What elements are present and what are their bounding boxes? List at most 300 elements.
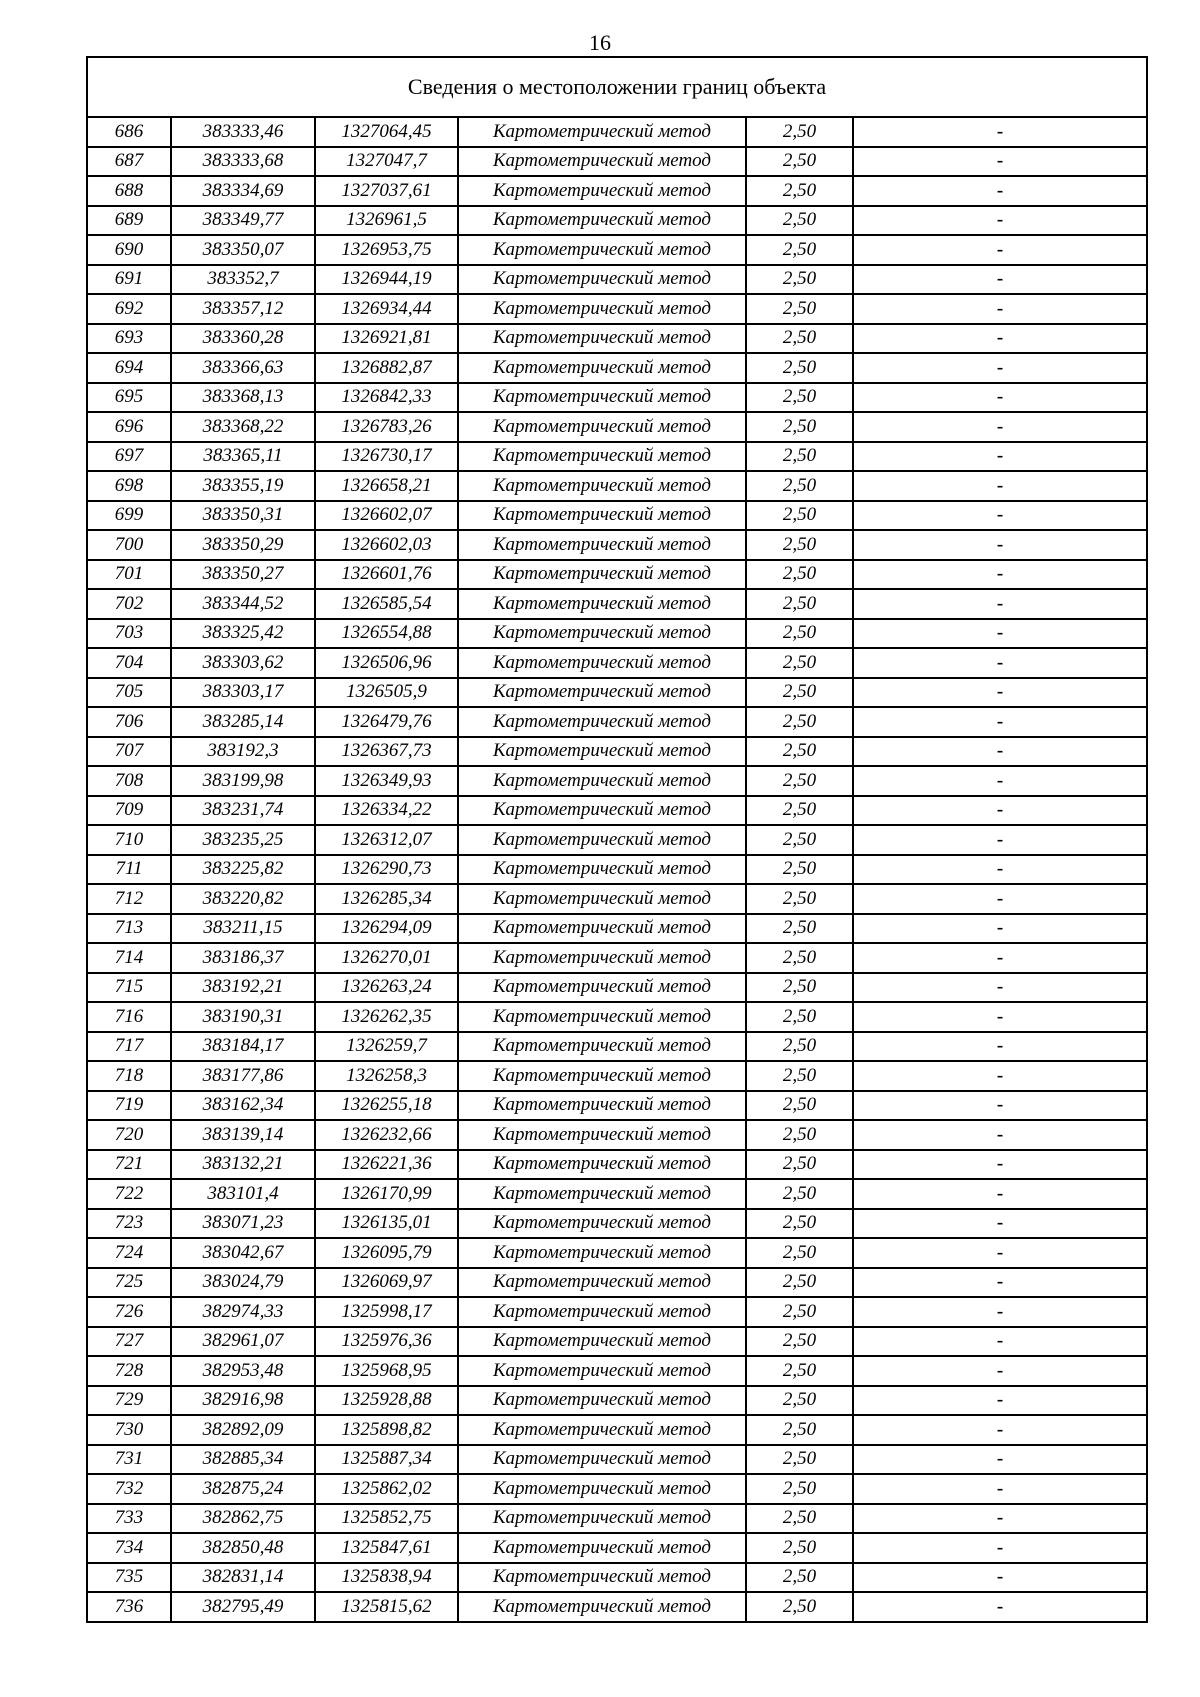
x-coordinate-cell: 383192,21 — [171, 973, 315, 1003]
table-row — [87, 825, 1147, 855]
table-row — [87, 1563, 1147, 1593]
note-cell: - — [853, 530, 1147, 560]
table-row — [87, 648, 1147, 678]
table-row — [87, 1504, 1147, 1534]
table-row — [87, 707, 1147, 737]
note-cell: - — [853, 1061, 1147, 1091]
x-coordinate-cell: 383285,14 — [171, 707, 315, 737]
method-cell: Картометрический метод — [458, 943, 746, 973]
accuracy-cell: 2,50 — [746, 294, 853, 324]
accuracy-cell: 2,50 — [746, 1504, 853, 1534]
y-coordinate-cell: 1326602,03 — [315, 530, 458, 560]
accuracy-cell: 2,50 — [746, 1179, 853, 1209]
method-cell: Картометрический метод — [458, 1533, 746, 1563]
note-cell: - — [853, 707, 1147, 737]
point-number-cell: 689 — [87, 206, 171, 236]
x-coordinate-cell: 383303,17 — [171, 678, 315, 708]
y-coordinate-cell: 1326285,34 — [315, 884, 458, 914]
table-row — [87, 206, 1147, 236]
note-cell: - — [853, 353, 1147, 383]
accuracy-cell: 2,50 — [746, 1091, 853, 1121]
note-cell: - — [853, 1327, 1147, 1357]
y-coordinate-cell: 1326069,97 — [315, 1268, 458, 1298]
table-row — [87, 1533, 1147, 1563]
note-cell: - — [853, 1415, 1147, 1445]
point-number-cell: 713 — [87, 914, 171, 944]
accuracy-cell: 2,50 — [746, 1327, 853, 1357]
note-cell: - — [853, 1297, 1147, 1327]
method-cell: Картометрический метод — [458, 678, 746, 708]
table-row — [87, 501, 1147, 531]
y-coordinate-cell: 1326135,01 — [315, 1209, 458, 1239]
y-coordinate-cell: 1325852,75 — [315, 1504, 458, 1534]
method-cell: Картометрический метод — [458, 707, 746, 737]
method-cell: Картометрический метод — [458, 1563, 746, 1593]
method-cell: Картометрический метод — [458, 825, 746, 855]
x-coordinate-cell: 382885,34 — [171, 1445, 315, 1475]
method-cell: Картометрический метод — [458, 1268, 746, 1298]
x-coordinate-cell: 383177,86 — [171, 1061, 315, 1091]
point-number-cell: 736 — [87, 1592, 171, 1622]
table-row — [87, 1268, 1147, 1298]
y-coordinate-cell: 1326263,24 — [315, 973, 458, 1003]
y-coordinate-cell: 1326602,07 — [315, 501, 458, 531]
x-coordinate-cell: 383101,4 — [171, 1179, 315, 1209]
point-number-cell: 691 — [87, 265, 171, 295]
table-row — [87, 324, 1147, 354]
x-coordinate-cell: 382795,49 — [171, 1592, 315, 1622]
accuracy-cell: 2,50 — [746, 412, 853, 442]
y-coordinate-cell: 1325838,94 — [315, 1563, 458, 1593]
table-row — [87, 1592, 1147, 1622]
point-number-cell: 735 — [87, 1563, 171, 1593]
y-coordinate-cell: 1326334,22 — [315, 796, 458, 826]
note-cell: - — [853, 471, 1147, 501]
table-row — [87, 678, 1147, 708]
x-coordinate-cell: 383231,74 — [171, 796, 315, 826]
table-row — [87, 412, 1147, 442]
accuracy-cell: 2,50 — [746, 1209, 853, 1239]
note-cell: - — [853, 766, 1147, 796]
x-coordinate-cell: 383334,69 — [171, 176, 315, 206]
method-cell: Картометрический метод — [458, 1356, 746, 1386]
y-coordinate-cell: 1326585,54 — [315, 589, 458, 619]
point-number-cell: 710 — [87, 825, 171, 855]
note-cell: - — [853, 1563, 1147, 1593]
point-number-cell: 709 — [87, 796, 171, 826]
point-number-cell: 715 — [87, 973, 171, 1003]
note-cell: - — [853, 501, 1147, 531]
note-cell: - — [853, 147, 1147, 177]
note-cell: - — [853, 589, 1147, 619]
note-cell: - — [853, 1386, 1147, 1416]
method-cell: Картометрический метод — [458, 442, 746, 472]
x-coordinate-cell: 382831,14 — [171, 1563, 315, 1593]
x-coordinate-cell: 383211,15 — [171, 914, 315, 944]
method-cell: Картометрический метод — [458, 737, 746, 767]
point-number-cell: 720 — [87, 1120, 171, 1150]
method-cell: Картометрический метод — [458, 1386, 746, 1416]
point-number-cell: 704 — [87, 648, 171, 678]
table-row — [87, 914, 1147, 944]
y-coordinate-cell: 1325976,36 — [315, 1327, 458, 1357]
x-coordinate-cell: 383368,22 — [171, 412, 315, 442]
method-cell: Картометрический метод — [458, 265, 746, 295]
table-row — [87, 176, 1147, 206]
method-cell: Картометрический метод — [458, 914, 746, 944]
accuracy-cell: 2,50 — [746, 501, 853, 531]
accuracy-cell: 2,50 — [746, 766, 853, 796]
note-cell: - — [853, 1356, 1147, 1386]
accuracy-cell: 2,50 — [746, 1386, 853, 1416]
x-coordinate-cell: 383225,82 — [171, 855, 315, 885]
y-coordinate-cell: 1326961,5 — [315, 206, 458, 236]
table-row — [87, 1061, 1147, 1091]
point-number-cell: 730 — [87, 1415, 171, 1445]
accuracy-cell: 2,50 — [746, 1238, 853, 1268]
y-coordinate-cell: 1326294,09 — [315, 914, 458, 944]
point-number-cell: 724 — [87, 1238, 171, 1268]
x-coordinate-cell: 383071,23 — [171, 1209, 315, 1239]
method-cell: Картометрический метод — [458, 884, 746, 914]
method-cell: Картометрический метод — [458, 1445, 746, 1475]
note-cell: - — [853, 206, 1147, 236]
note-cell: - — [853, 117, 1147, 147]
y-coordinate-cell: 1326221,36 — [315, 1150, 458, 1180]
accuracy-cell: 2,50 — [746, 1297, 853, 1327]
accuracy-cell: 2,50 — [746, 235, 853, 265]
method-cell: Картометрический метод — [458, 560, 746, 590]
x-coordinate-cell: 383186,37 — [171, 943, 315, 973]
table-row — [87, 589, 1147, 619]
note-cell: - — [853, 1091, 1147, 1121]
x-coordinate-cell: 383333,68 — [171, 147, 315, 177]
y-coordinate-cell: 1326934,44 — [315, 294, 458, 324]
table-row — [87, 1209, 1147, 1239]
accuracy-cell: 2,50 — [746, 176, 853, 206]
y-coordinate-cell: 1326506,96 — [315, 648, 458, 678]
table-row — [87, 530, 1147, 560]
note-cell: - — [853, 1592, 1147, 1622]
x-coordinate-cell: 383350,29 — [171, 530, 315, 560]
point-number-cell: 687 — [87, 147, 171, 177]
accuracy-cell: 2,50 — [746, 1533, 853, 1563]
x-coordinate-cell: 383352,7 — [171, 265, 315, 295]
point-number-cell: 732 — [87, 1474, 171, 1504]
point-number-cell: 705 — [87, 678, 171, 708]
method-cell: Картометрический метод — [458, 796, 746, 826]
point-number-cell: 693 — [87, 324, 171, 354]
point-number-cell: 718 — [87, 1061, 171, 1091]
x-coordinate-cell: 383220,82 — [171, 884, 315, 914]
x-coordinate-cell: 383365,11 — [171, 442, 315, 472]
y-coordinate-cell: 1326658,21 — [315, 471, 458, 501]
table-row — [87, 619, 1147, 649]
accuracy-cell: 2,50 — [746, 1150, 853, 1180]
table-row — [87, 884, 1147, 914]
method-cell: Картометрический метод — [458, 176, 746, 206]
point-number-cell: 723 — [87, 1209, 171, 1239]
x-coordinate-cell: 383235,25 — [171, 825, 315, 855]
method-cell: Картометрический метод — [458, 235, 746, 265]
accuracy-cell: 2,50 — [746, 1563, 853, 1593]
x-coordinate-cell: 383192,3 — [171, 737, 315, 767]
point-number-cell: 733 — [87, 1504, 171, 1534]
note-cell: - — [853, 383, 1147, 413]
y-coordinate-cell: 1325847,61 — [315, 1533, 458, 1563]
accuracy-cell: 2,50 — [746, 442, 853, 472]
boundary-coordinates-table — [86, 56, 1148, 1623]
note-cell: - — [853, 1120, 1147, 1150]
table-row — [87, 973, 1147, 1003]
table-body — [87, 117, 1147, 1622]
table-row — [87, 1238, 1147, 1268]
note-cell: - — [853, 1238, 1147, 1268]
method-cell: Картометрический метод — [458, 501, 746, 531]
accuracy-cell: 2,50 — [746, 383, 853, 413]
accuracy-cell: 2,50 — [746, 973, 853, 1003]
note-cell: - — [853, 324, 1147, 354]
point-number-cell: 696 — [87, 412, 171, 442]
table-row — [87, 1445, 1147, 1475]
accuracy-cell: 2,50 — [746, 914, 853, 944]
point-number-cell: 703 — [87, 619, 171, 649]
accuracy-cell: 2,50 — [746, 884, 853, 914]
method-cell: Картометрический метод — [458, 1209, 746, 1239]
y-coordinate-cell: 1326170,99 — [315, 1179, 458, 1209]
note-cell: - — [853, 1445, 1147, 1475]
point-number-cell: 725 — [87, 1268, 171, 1298]
x-coordinate-cell: 382961,07 — [171, 1327, 315, 1357]
point-number-cell: 716 — [87, 1002, 171, 1032]
x-coordinate-cell: 383355,19 — [171, 471, 315, 501]
note-cell: - — [853, 1268, 1147, 1298]
x-coordinate-cell: 383344,52 — [171, 589, 315, 619]
y-coordinate-cell: 1326255,18 — [315, 1091, 458, 1121]
point-number-cell: 695 — [87, 383, 171, 413]
point-number-cell: 701 — [87, 560, 171, 590]
table-row — [87, 471, 1147, 501]
accuracy-cell: 2,50 — [746, 1268, 853, 1298]
note-cell: - — [853, 1150, 1147, 1180]
x-coordinate-cell: 382862,75 — [171, 1504, 315, 1534]
table-row — [87, 560, 1147, 590]
point-number-cell: 729 — [87, 1386, 171, 1416]
y-coordinate-cell: 1326259,7 — [315, 1032, 458, 1062]
method-cell: Картометрический метод — [458, 530, 746, 560]
method-cell: Картометрический метод — [458, 1120, 746, 1150]
point-number-cell: 734 — [87, 1533, 171, 1563]
x-coordinate-cell: 383190,31 — [171, 1002, 315, 1032]
x-coordinate-cell: 382916,98 — [171, 1386, 315, 1416]
method-cell: Картометрический метод — [458, 1415, 746, 1445]
y-coordinate-cell: 1326730,17 — [315, 442, 458, 472]
accuracy-cell: 2,50 — [746, 619, 853, 649]
x-coordinate-cell: 383333,46 — [171, 117, 315, 147]
accuracy-cell: 2,50 — [746, 117, 853, 147]
accuracy-cell: 2,50 — [746, 678, 853, 708]
table-row — [87, 796, 1147, 826]
y-coordinate-cell: 1326601,76 — [315, 560, 458, 590]
point-number-cell: 711 — [87, 855, 171, 885]
note-cell: - — [853, 1533, 1147, 1563]
x-coordinate-cell: 383139,14 — [171, 1120, 315, 1150]
note-cell: - — [853, 737, 1147, 767]
table-row — [87, 1356, 1147, 1386]
accuracy-cell: 2,50 — [746, 943, 853, 973]
x-coordinate-cell: 383184,17 — [171, 1032, 315, 1062]
x-coordinate-cell: 383357,12 — [171, 294, 315, 324]
point-number-cell: 712 — [87, 884, 171, 914]
table-row — [87, 1179, 1147, 1209]
accuracy-cell: 2,50 — [746, 1061, 853, 1091]
method-cell: Картометрический метод — [458, 412, 746, 442]
method-cell: Картометрический метод — [458, 1592, 746, 1622]
x-coordinate-cell: 383042,67 — [171, 1238, 315, 1268]
x-coordinate-cell: 383325,42 — [171, 619, 315, 649]
note-cell: - — [853, 560, 1147, 590]
y-coordinate-cell: 1325898,82 — [315, 1415, 458, 1445]
method-cell: Картометрический метод — [458, 648, 746, 678]
method-cell: Картометрический метод — [458, 1002, 746, 1032]
method-cell: Картометрический метод — [458, 117, 746, 147]
accuracy-cell: 2,50 — [746, 1415, 853, 1445]
point-number-cell: 692 — [87, 294, 171, 324]
method-cell: Картометрический метод — [458, 766, 746, 796]
y-coordinate-cell: 1326505,9 — [315, 678, 458, 708]
table-row — [87, 943, 1147, 973]
table-row — [87, 1091, 1147, 1121]
table-row — [87, 855, 1147, 885]
method-cell: Картометрический метод — [458, 1327, 746, 1357]
method-cell: Картометрический метод — [458, 1504, 746, 1534]
point-number-cell: 702 — [87, 589, 171, 619]
note-cell: - — [853, 678, 1147, 708]
point-number-cell: 707 — [87, 737, 171, 767]
table-row — [87, 766, 1147, 796]
y-coordinate-cell: 1327064,45 — [315, 117, 458, 147]
table-row — [87, 1474, 1147, 1504]
method-cell: Картометрический метод — [458, 973, 746, 1003]
note-cell: - — [853, 1504, 1147, 1534]
x-coordinate-cell: 382875,24 — [171, 1474, 315, 1504]
y-coordinate-cell: 1327047,7 — [315, 147, 458, 177]
point-number-cell: 697 — [87, 442, 171, 472]
x-coordinate-cell: 383368,13 — [171, 383, 315, 413]
accuracy-cell: 2,50 — [746, 648, 853, 678]
note-cell: - — [853, 235, 1147, 265]
note-cell: - — [853, 265, 1147, 295]
y-coordinate-cell: 1326882,87 — [315, 353, 458, 383]
table-row — [87, 235, 1147, 265]
y-coordinate-cell: 1326479,76 — [315, 707, 458, 737]
y-coordinate-cell: 1326232,66 — [315, 1120, 458, 1150]
y-coordinate-cell: 1326842,33 — [315, 383, 458, 413]
point-number-cell: 721 — [87, 1150, 171, 1180]
table-row — [87, 383, 1147, 413]
note-cell: - — [853, 442, 1147, 472]
table-row — [87, 353, 1147, 383]
point-number-cell: 706 — [87, 707, 171, 737]
x-coordinate-cell: 383360,28 — [171, 324, 315, 354]
accuracy-cell: 2,50 — [746, 206, 853, 236]
accuracy-cell: 2,50 — [746, 530, 853, 560]
y-coordinate-cell: 1325815,62 — [315, 1592, 458, 1622]
x-coordinate-cell: 383350,31 — [171, 501, 315, 531]
y-coordinate-cell: 1325998,17 — [315, 1297, 458, 1327]
y-coordinate-cell: 1326258,3 — [315, 1061, 458, 1091]
accuracy-cell: 2,50 — [746, 324, 853, 354]
x-coordinate-cell: 383024,79 — [171, 1268, 315, 1298]
point-number-cell: 717 — [87, 1032, 171, 1062]
x-coordinate-cell: 383199,98 — [171, 766, 315, 796]
note-cell: - — [853, 973, 1147, 1003]
method-cell: Картометрический метод — [458, 147, 746, 177]
table-row — [87, 737, 1147, 767]
table-row — [87, 1386, 1147, 1416]
accuracy-cell: 2,50 — [746, 707, 853, 737]
y-coordinate-cell: 1326349,93 — [315, 766, 458, 796]
accuracy-cell: 2,50 — [746, 353, 853, 383]
y-coordinate-cell: 1325862,02 — [315, 1474, 458, 1504]
y-coordinate-cell: 1325968,95 — [315, 1356, 458, 1386]
accuracy-cell: 2,50 — [746, 1445, 853, 1475]
point-number-cell: 690 — [87, 235, 171, 265]
note-cell: - — [853, 1032, 1147, 1062]
table-row — [87, 1032, 1147, 1062]
table-row — [87, 442, 1147, 472]
note-cell: - — [853, 855, 1147, 885]
point-number-cell: 728 — [87, 1356, 171, 1386]
point-number-cell: 731 — [87, 1445, 171, 1475]
y-coordinate-cell: 1326290,73 — [315, 855, 458, 885]
table-row — [87, 1327, 1147, 1357]
point-number-cell: 727 — [87, 1327, 171, 1357]
accuracy-cell: 2,50 — [746, 825, 853, 855]
point-number-cell: 686 — [87, 117, 171, 147]
table-row — [87, 1415, 1147, 1445]
method-cell: Картометрический метод — [458, 1238, 746, 1268]
method-cell: Картометрический метод — [458, 383, 746, 413]
method-cell: Картометрический метод — [458, 1297, 746, 1327]
note-cell: - — [853, 914, 1147, 944]
y-coordinate-cell: 1326270,01 — [315, 943, 458, 973]
method-cell: Картометрический метод — [458, 1061, 746, 1091]
point-number-cell: 699 — [87, 501, 171, 531]
table-row — [87, 1297, 1147, 1327]
x-coordinate-cell: 383350,27 — [171, 560, 315, 590]
x-coordinate-cell: 383366,63 — [171, 353, 315, 383]
y-coordinate-cell: 1326783,26 — [315, 412, 458, 442]
point-number-cell: 694 — [87, 353, 171, 383]
y-coordinate-cell: 1326262,35 — [315, 1002, 458, 1032]
table-title: Сведения о местоположении границ объекта — [87, 57, 1147, 117]
table-row — [87, 294, 1147, 324]
accuracy-cell: 2,50 — [746, 471, 853, 501]
x-coordinate-cell: 382974,33 — [171, 1297, 315, 1327]
method-cell: Картометрический метод — [458, 619, 746, 649]
y-coordinate-cell: 1325887,34 — [315, 1445, 458, 1475]
point-number-cell: 708 — [87, 766, 171, 796]
x-coordinate-cell: 383350,07 — [171, 235, 315, 265]
y-coordinate-cell: 1327037,61 — [315, 176, 458, 206]
accuracy-cell: 2,50 — [746, 589, 853, 619]
y-coordinate-cell: 1325928,88 — [315, 1386, 458, 1416]
table-row — [87, 117, 1147, 147]
page-number: 16 — [589, 30, 611, 55]
accuracy-cell: 2,50 — [746, 1032, 853, 1062]
x-coordinate-cell: 383132,21 — [171, 1150, 315, 1180]
